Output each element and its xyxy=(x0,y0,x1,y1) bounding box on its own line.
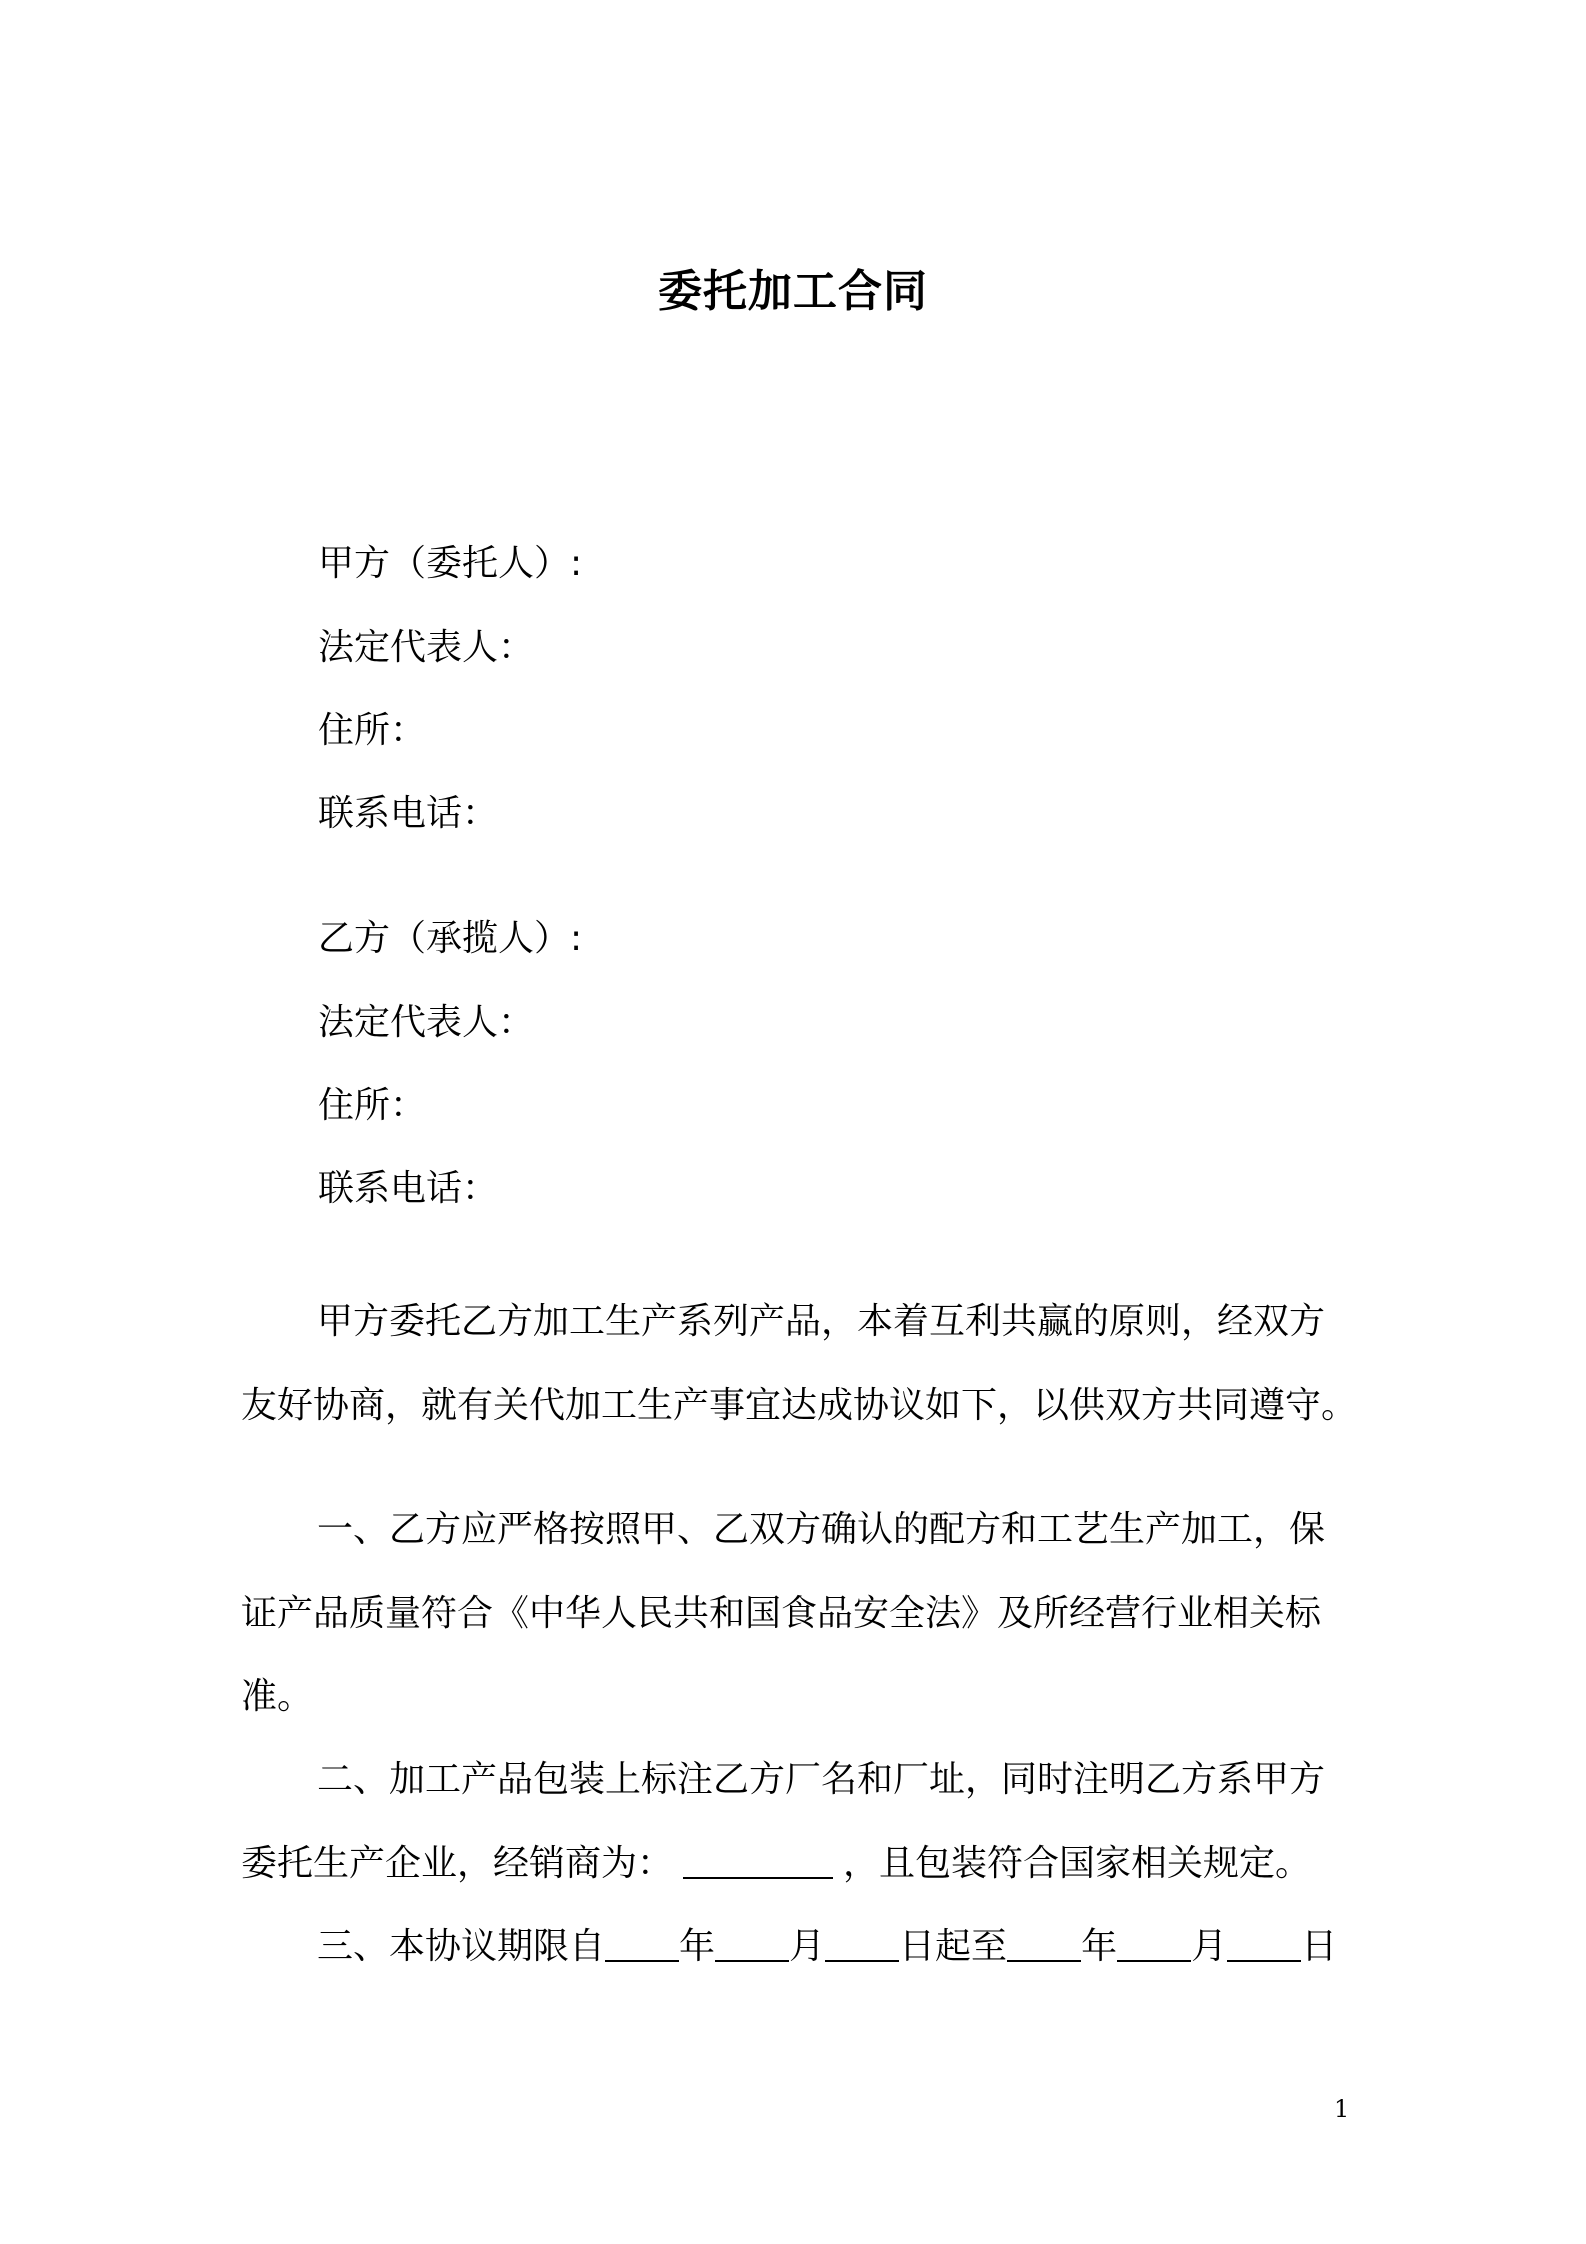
start-year-blank[interactable] xyxy=(605,1926,679,1962)
clause-text: 三、本协议期限自 xyxy=(317,1926,606,1967)
clause-line: 二、加工产品包装上标注乙方厂名和厂址，同时注明乙方系甲方 xyxy=(317,1759,1326,1800)
start-month-blank[interactable] xyxy=(715,1926,789,1962)
party-b-representative: 法定代表人： xyxy=(318,1002,535,1043)
party-a-representative: 法定代表人： xyxy=(318,627,535,668)
clause-line: 准。 xyxy=(241,1676,314,1717)
clause-text: ，且包装符合国家相关规定。 xyxy=(843,1843,1312,1884)
page-number: 1 xyxy=(1334,2095,1350,2123)
year-label: 年 xyxy=(679,1926,716,1967)
month-label: 月 xyxy=(789,1926,826,1967)
end-year-blank[interactable] xyxy=(1007,1926,1081,1962)
start-day-blank[interactable] xyxy=(825,1926,899,1962)
party-b-phone: 联系电话： xyxy=(318,1168,499,1209)
party-b-heading: 乙方（承揽人）: xyxy=(318,918,583,959)
clause-line: 一、乙方应严格按照甲、乙双方确认的配方和工艺生产加工，保 xyxy=(317,1509,1326,1550)
end-day-blank[interactable] xyxy=(1227,1926,1301,1962)
clause-line: 证产品质量符合《中华人民共和国食品安全法》及所经营行业相关标 xyxy=(241,1593,1322,1634)
clause-line xyxy=(241,1836,1356,1892)
clause-line xyxy=(241,1919,1432,1975)
end-month-blank[interactable] xyxy=(1117,1926,1191,1962)
party-b-address: 住所： xyxy=(318,1085,427,1126)
month-label: 月 xyxy=(1191,1926,1228,1967)
preamble-line: 甲方委托乙方加工生产系列产品，本着互利共赢的原则，经双方 xyxy=(317,1301,1326,1342)
year-label: 年 xyxy=(1081,1926,1118,1967)
day-label: 日 xyxy=(1301,1926,1338,1967)
party-a-phone: 联系电话： xyxy=(318,793,499,834)
distributor-blank-field[interactable] xyxy=(683,1843,833,1879)
clause-text: 日起至 xyxy=(899,1926,1008,1967)
preamble-line: 友好协商，就有关代加工生产事宜达成协议如下，以供双方共同遵守。 xyxy=(241,1385,1358,1426)
document-title: 委托加工合同 xyxy=(658,266,928,317)
party-a-heading: 甲方（委托人）: xyxy=(318,543,583,584)
clause-text: 委托生产企业，经销商为： xyxy=(241,1843,674,1884)
party-a-address: 住所： xyxy=(318,710,427,751)
